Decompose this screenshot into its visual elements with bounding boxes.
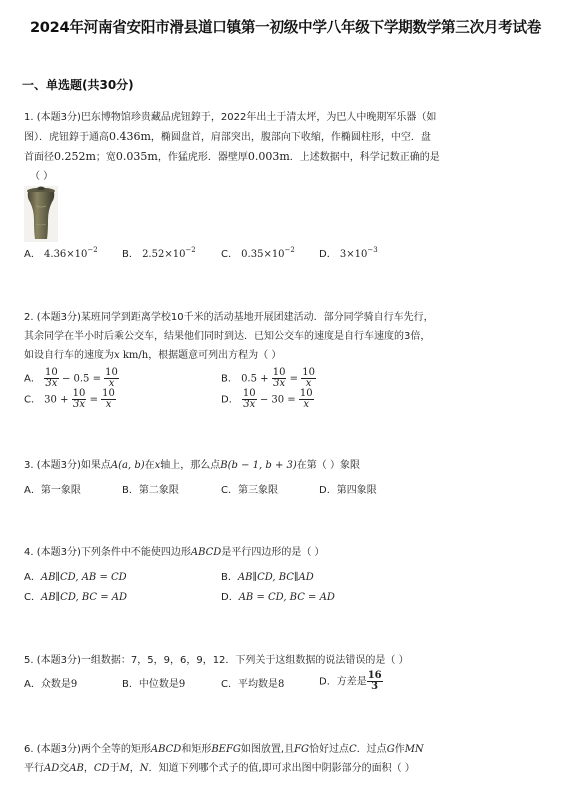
q5-option-d[interactable]: D．方差是 $\frac{16}{3}$ (319, 670, 382, 692)
q2-option-b[interactable]: B． 0.5 + $\frac{10}{3x}$ = $\frac{10}{x}$ (221, 367, 315, 389)
bronze-artifact-image (24, 186, 58, 242)
q1-option-c[interactable]: C． $0.35\times 10^{-2}$ (221, 246, 295, 260)
q6-line2: 平行AD交AB，CD于M，N．知道下列哪个式子的值,即可求出图中阴影部分的面积（ ） (24, 763, 415, 774)
q1-line2: 图）．虎钮錞于通高0.436m，椭圆盘首，肩部突出，腹部向下收缩，作椭圆柱形，中空．盘 (24, 130, 431, 143)
q4-option-a[interactable]: A．AB∥CD, AB = CD (24, 572, 127, 583)
q3-option-d[interactable]: D．第四象限 (319, 485, 377, 496)
q3-line1: 3. (本题3分)如果点A(a, b)在x轴上，那么点B(b − 1, b + 3)在第（ ）象限 (24, 460, 360, 471)
q6-line1: 6. (本题3分)两个全等的矩形ABCD和矩形BEFG如图放置,且FG恰好过点C．过点G作MN (24, 744, 424, 755)
q1-answer-paren: （ ） (30, 171, 54, 182)
q2-line1: 2. (本题3分)某班同学到距离学校10千米的活动基地开展团建活动．部分同学骑自行车先行， (24, 312, 434, 323)
q1-line1: 1. (本题3分)巴东博物馆珍贵藏品虎钮錞于，2022年出土于清太坪，为巴人中晚期军乐器（如 (24, 112, 437, 123)
q5-option-b[interactable]: B．中位数是9 (122, 679, 186, 690)
page-title: 2024年河南省安阳市滑县道口镇第一初级中学八年级下学期数学第三次月考试卷 (29, 19, 542, 36)
q3-option-b[interactable]: B．第二象限 (122, 485, 179, 496)
question-2 (24, 308, 554, 365)
q2-line2: 其余同学在半小时后乘公交车，结果他们同时到达．已知公交车的速度是自行车速度的3倍， (24, 331, 431, 342)
question-1 (24, 108, 554, 186)
question-6 (24, 740, 554, 778)
q4-option-c[interactable]: C．AB∥CD, BC = AD (24, 592, 128, 603)
q1-option-d[interactable]: D． $3\times 10^{-3}$ (319, 246, 378, 260)
q5-line1: 5. (本题3分)一组数据：7，5，9，6，9，12．下列关于这组数据的说法错误的是（ ） (24, 655, 409, 666)
q4-option-d[interactable]: D．AB = CD, BC = AD (221, 592, 335, 603)
q1-option-a[interactable]: A． $4.36\times 10^{-2}$ (24, 246, 98, 260)
q5-option-c[interactable]: C．平均数是8 (221, 679, 285, 690)
q2-option-a[interactable]: A． $\frac{10}{3x}$ − 0.5 = $\frac{10}{x}$ (24, 367, 118, 389)
section-heading: 一、单选题(共30分) (22, 78, 134, 92)
q2-option-d[interactable]: D． $\frac{10}{3x}$ − 30 = $\frac{10}{x}$ (221, 388, 313, 410)
question-3 (24, 456, 554, 475)
q3-option-a[interactable]: A．第一象限 (24, 485, 81, 496)
q1-line3: 首面径0.252m；宽0.035m，作猛虎形．器壁厚0.003m．上述数据中，科学记数正确的是 (24, 150, 440, 163)
question-5 (24, 651, 554, 670)
q2-line3: 如设自行车的速度为x km/h，根据题意可列出方程为（ ） (24, 350, 282, 361)
question-4 (24, 543, 554, 562)
q2-option-c[interactable]: C． 30 + $\frac{10}{3x}$ = $\frac{10}{x}$ (24, 388, 115, 410)
q1-option-b[interactable]: B． $2.52\times 10^{-2}$ (122, 246, 196, 260)
q4-option-b[interactable]: B．AB∥CD, BC∥AD (221, 572, 314, 583)
q3-option-c[interactable]: C．第三象限 (221, 485, 278, 496)
q4-line1: 4. (本题3分)下列条件中不能使四边形ABCD是平行四边形的是（ ） (24, 547, 325, 558)
q5-option-a[interactable]: A．众数是9 (24, 679, 78, 690)
